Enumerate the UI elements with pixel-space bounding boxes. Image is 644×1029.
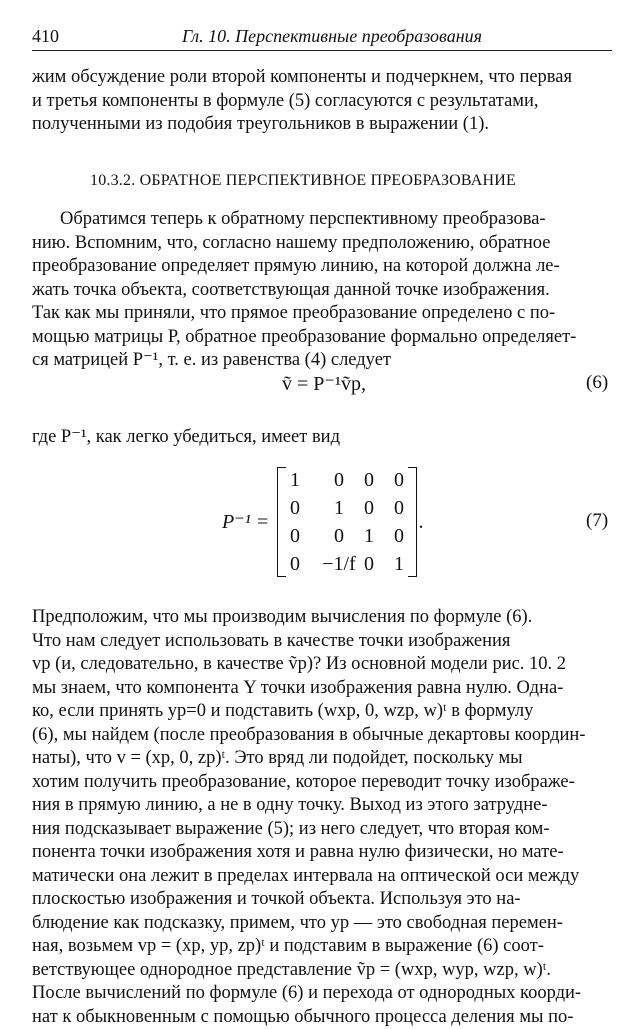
- text-line: ния подсказывает выражение (5); из него следует, что вторая ком-: [32, 818, 612, 842]
- matrix-intro: [32, 426, 612, 450]
- matrix-cell: 0: [280, 553, 310, 576]
- matrix-cell: 0: [384, 525, 414, 548]
- text-line: vp (и, следовательно, в качестве ṽp)? Из основной модели рис. 10. 2: [32, 653, 612, 677]
- text-line: наты), что v = (xp, 0, zp)ᵗ. Это вряд ли подойдет, поскольку мы: [32, 747, 612, 771]
- text-line: ко, если принять yp=0 и подставить (wxp, 0, wzp, w)ᵗ в формулу: [32, 700, 612, 724]
- matrix-cell: 0: [354, 553, 384, 576]
- header-rule: [32, 50, 612, 51]
- text-line: преобразование определяет прямую линию, на которой должна ле-: [32, 255, 612, 279]
- matrix-cell: −1/f: [316, 553, 362, 576]
- text-line: ветствующее однородное представление ṽp = (wxp, wyp, wzp, w)ᵗ.: [32, 959, 612, 983]
- text-line: нию. Вспомним, что, согласно нашему предположению, обратное: [32, 232, 612, 256]
- matrix-cell: 1: [354, 525, 384, 548]
- text-line: мощью матрицы P, обратное преобразование формально определяет-: [32, 326, 612, 350]
- text-line: понента точки изображения хотя и равна нулю физически, но мате-: [32, 841, 612, 865]
- text-line: мы знаем, что компонента Y точки изображения равна нулю. Одна-: [32, 677, 612, 701]
- paragraph-inverse-transform: [32, 208, 612, 373]
- text-line: После вычислений по формуле (6) и перехода от однородных коорди-: [32, 982, 612, 1006]
- page-number: 410: [32, 26, 59, 47]
- matrix-cell: 0: [280, 497, 310, 520]
- matrix-cell: 0: [324, 525, 354, 548]
- matrix-cell: 1: [384, 553, 414, 576]
- text-line: плоскостью изображения и точкой объекта. Используя это на-: [32, 888, 612, 912]
- matrix-cell: 0: [384, 469, 414, 492]
- text-line: матически она лежит в пределах интервала на оптической оси между: [32, 865, 612, 889]
- text-line: полученными из подобия треугольников в выражении (1).: [32, 113, 612, 137]
- text-line: Обратимся теперь к обратному перспективному преобразова-: [32, 208, 612, 232]
- text-line: хотим получить преобразование, которое переводит точку изображе-: [32, 771, 612, 795]
- text-line: жать точка объекта, соответствующая данной точке изображения.: [32, 279, 612, 303]
- text-line: Так как мы приняли, что прямое преобразование определено с по-: [32, 302, 612, 326]
- intro-paragraph: [32, 66, 612, 137]
- matrix-cell: 0: [280, 525, 310, 548]
- matrix-lhs: P⁻¹ =: [222, 509, 269, 534]
- text-line: Что нам следует использовать в качестве точки изображения: [32, 630, 612, 654]
- text-line: и третья компоненты в формуле (5) согласуются с результатами,: [32, 90, 612, 114]
- text-line: блюдение как подсказку, примем, что yp — это свободная перемен-: [32, 912, 612, 936]
- matrix-cell: 1: [324, 497, 354, 520]
- equation-number-7: (7): [586, 510, 608, 532]
- matrix-cell: 0: [384, 497, 414, 520]
- matrix-trailing-period: .: [414, 511, 428, 534]
- text-line: ся матрицей P⁻¹, т. е. из равенства (4) следует: [32, 349, 612, 373]
- text-line: жим обсуждение роли второй компоненты и подчеркнем, что первая: [32, 66, 612, 90]
- matrix-cell: 0: [354, 497, 384, 520]
- paragraph-image-point: [32, 606, 612, 1029]
- text-line: (6), мы найдем (после преобразования в обычные декартовы координ-: [32, 724, 612, 748]
- text-line: ния в прямую линию, а не в одну точку. Выход из этого затрудне-: [32, 794, 612, 818]
- equation-number-6: (6): [586, 372, 608, 394]
- matrix-cell: 1: [280, 469, 310, 492]
- equation-7-matrix: [222, 463, 462, 578]
- text-line: Предположим, что мы производим вычисления по формуле (6).: [32, 606, 612, 630]
- text-line: нат к обыкновенным с помощью обычного процесса деления мы по-: [32, 1006, 612, 1029]
- matrix-cell: 0: [324, 469, 354, 492]
- chapter-title: Гл. 10. Перспективные преобразования: [182, 26, 482, 47]
- text-line: где P⁻¹, как легко убедиться, имеет вид: [32, 426, 612, 450]
- running-header: [32, 22, 612, 52]
- section-heading: 10.3.2. ОБРАТНОЕ ПЕРСПЕКТИВНОЕ ПРЕОБРАЗОВАНИЕ: [90, 172, 516, 190]
- text-line: ная, возьмем vp = (xp, yp, zp)ᵗ и подставим в выражение (6) соот-: [32, 935, 612, 959]
- equation-6: ṽ = P⁻¹ṽp,: [282, 371, 366, 396]
- matrix-cell: 0: [354, 469, 384, 492]
